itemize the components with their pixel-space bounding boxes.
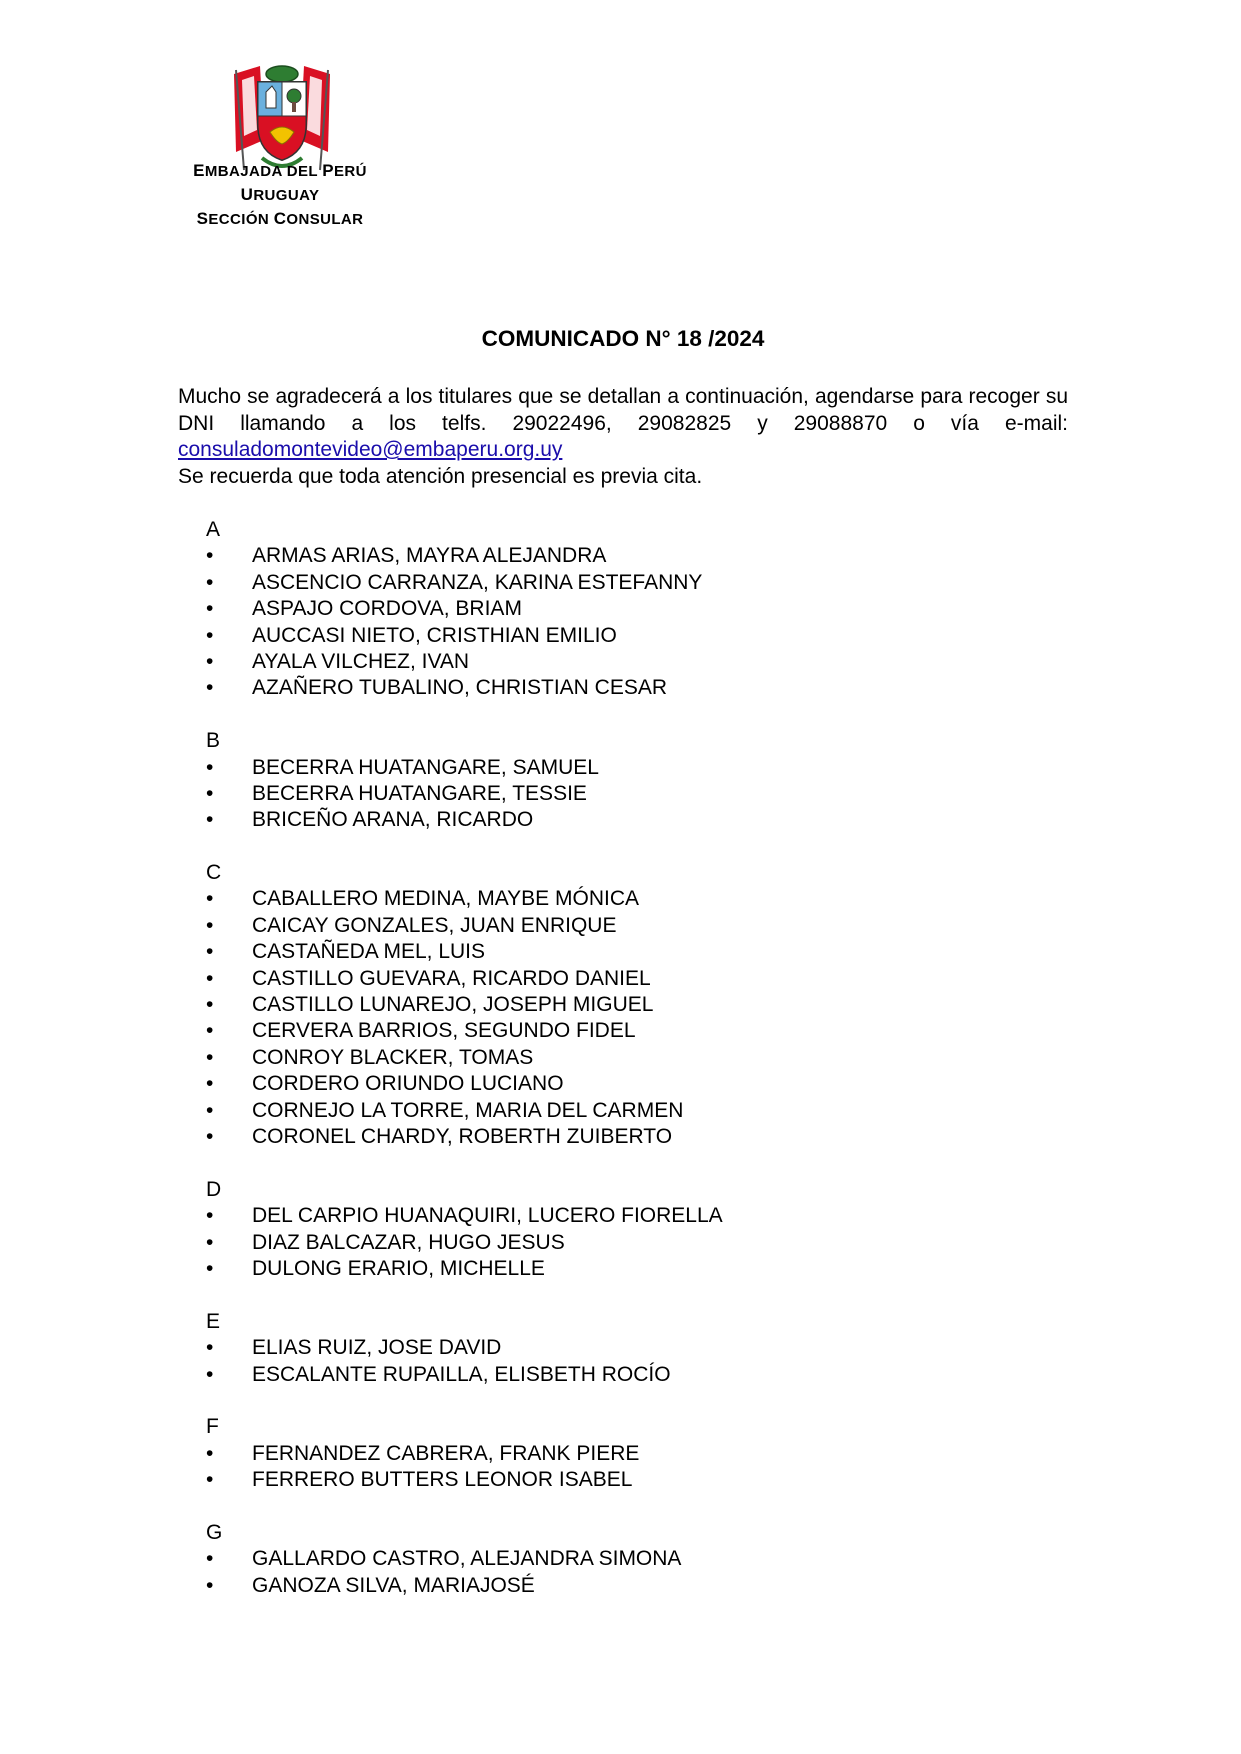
bullet-icon: • <box>206 1547 214 1571</box>
letter-group <box>206 1177 723 1283</box>
person-name: CONROY BLACKER, TOMAS <box>252 1045 534 1069</box>
bullet-icon: • <box>206 1072 214 1096</box>
person-name: CASTILLO GUEVARA, RICARDO DANIEL <box>252 966 651 990</box>
list-item <box>206 675 723 701</box>
person-name: CABALLERO MEDINA, MAYBE MÓNICA <box>252 887 640 911</box>
group-letter: G <box>206 1520 223 1544</box>
list-item <box>206 1018 723 1044</box>
header-section <box>150 207 410 232</box>
list-item <box>206 1230 723 1256</box>
names-list <box>206 517 723 1625</box>
header-country <box>150 183 410 208</box>
person-name: DULONG ERARIO, MICHELLE <box>252 1256 545 1280</box>
list-item <box>206 1362 723 1388</box>
bullet-icon: • <box>206 1336 214 1360</box>
header-initial: C <box>273 209 287 228</box>
group-letter: C <box>206 861 222 885</box>
list-item <box>206 1256 723 1282</box>
bullet-icon: • <box>206 755 214 779</box>
list-item <box>206 1546 723 1572</box>
bullet-icon: • <box>206 966 214 990</box>
list-item <box>206 939 723 965</box>
list-item <box>206 781 723 807</box>
header-text: ERÚ <box>333 163 367 180</box>
bullet-icon: • <box>206 1045 214 1069</box>
group-letter: E <box>206 1309 221 1333</box>
list-item <box>206 1098 723 1124</box>
person-name: ARMAS ARIAS, MAYRA ALEJANDRA <box>252 544 607 568</box>
bullet-icon: • <box>206 1230 214 1254</box>
letter-group <box>206 1309 723 1388</box>
letter-group <box>206 728 723 834</box>
group-letter: F <box>206 1415 219 1439</box>
bullet-icon: • <box>206 808 214 832</box>
person-name: ASCENCIO CARRANZA, KARINA ESTEFANNY <box>252 570 703 594</box>
reminder-text: Se recuerda que toda atención presencial es previa cita. <box>178 464 703 488</box>
bullet-icon: • <box>206 781 214 805</box>
person-name: CASTAÑEDA MEL, LUIS <box>252 940 486 964</box>
bullet-icon: • <box>206 1468 214 1492</box>
person-name: CORDERO ORIUNDO LUCIANO <box>252 1072 564 1096</box>
person-name: AUCCASI NIETO, CRISTHIAN EMILIO <box>252 623 617 647</box>
bullet-icon: • <box>206 676 214 700</box>
header-text: MBAJADA DEL <box>204 163 323 180</box>
email-link[interactable]: consuladomontevideo@embaperu.org.uy <box>178 438 563 461</box>
person-name: CERVERA BARRIOS, SEGUNDO FIDEL <box>252 1019 636 1043</box>
person-name: BECERRA HUATANGARE, SAMUEL <box>252 755 599 779</box>
person-name: GALLARDO CASTRO, ALEJANDRA SIMONA <box>252 1547 682 1571</box>
person-name: ASPAJO CORDOVA, BRIAM <box>252 597 522 621</box>
list-item <box>206 755 723 781</box>
person-name: CASTILLO LUNAREJO, JOSEPH MIGUEL <box>252 993 654 1017</box>
bullet-icon: • <box>206 623 214 647</box>
bullet-icon: • <box>206 649 214 673</box>
letter-group <box>206 517 723 702</box>
person-name: FERNANDEZ CABRERA, FRANK PIERE <box>252 1441 640 1465</box>
person-name: AZAÑERO TUBALINO, CHRISTIAN CESAR <box>252 676 668 700</box>
header-text: ECCIÓN <box>208 211 274 228</box>
list-item <box>206 1045 723 1071</box>
header-initial: E <box>193 161 205 180</box>
list-item <box>206 1071 723 1097</box>
header-text: ONSULAR <box>286 211 364 228</box>
person-name: BECERRA HUATANGARE, TESSIE <box>252 781 587 805</box>
intro-paragraph: Mucho se agradecerá a los titulares que se detallan a continuación, agendarse para recoger su DNI llamando a los telfs. 29022496, 29082825 y 29088870 o vía e-mail: <box>178 385 1068 435</box>
list-item <box>206 966 723 992</box>
list-item <box>206 1335 723 1361</box>
letter-group <box>206 1520 723 1599</box>
list-item <box>206 596 723 622</box>
group-letter: D <box>206 1177 222 1201</box>
header-initial: P <box>322 161 334 180</box>
letter-group <box>206 860 723 1150</box>
group-letter: B <box>206 729 221 753</box>
group-letter: A <box>206 518 221 541</box>
header-embassy <box>150 159 410 184</box>
person-name: ESCALANTE RUPAILLA, ELISBETH ROCÍO <box>252 1362 671 1386</box>
bullet-icon: • <box>206 1019 214 1043</box>
person-name: ELIAS RUIZ, JOSE DAVID <box>252 1336 502 1360</box>
person-name: CORONEL CHARDY, ROBERTH ZUIBERTO <box>252 1124 673 1148</box>
bullet-icon: • <box>206 544 214 568</box>
list-item <box>206 1573 723 1599</box>
bullet-icon: • <box>206 1362 214 1386</box>
list-item <box>206 913 723 939</box>
person-name: GANOZA SILVA, MARIAJOSÉ <box>252 1573 535 1597</box>
person-name: CORNEJO LA TORRE, MARIA DEL CARMEN <box>252 1098 684 1122</box>
list-item <box>206 886 723 912</box>
list-item <box>206 1203 723 1229</box>
list-item <box>206 623 723 649</box>
bullet-icon: • <box>206 940 214 964</box>
list-item <box>206 807 723 833</box>
person-name: CAICAY GONZALES, JUAN ENRIQUE <box>252 913 617 937</box>
list-item <box>206 543 723 569</box>
bullet-icon: • <box>206 597 214 621</box>
person-name: BRICEÑO ARANA, RICARDO <box>252 808 534 832</box>
person-name: AYALA VILCHEZ, IVAN <box>252 649 470 673</box>
bullet-icon: • <box>206 1204 214 1228</box>
bullet-icon: • <box>206 570 214 594</box>
person-name: DIAZ BALCAZAR, HUGO JESUS <box>252 1230 565 1254</box>
header-text: RUGUAY <box>253 187 320 204</box>
bullet-icon: • <box>206 993 214 1017</box>
letter-group <box>206 1414 723 1493</box>
header-initial: S <box>196 209 209 228</box>
bullet-icon: • <box>206 887 214 911</box>
intro-text <box>178 384 1068 490</box>
person-name: FERRERO BUTTERS LEONOR ISABEL <box>252 1468 633 1492</box>
list-item <box>206 1467 723 1493</box>
person-name: DEL CARPIO HUANAQUIRI, LUCERO FIORELLA <box>252 1204 723 1228</box>
list-item <box>206 1441 723 1467</box>
bullet-icon: • <box>206 1441 214 1465</box>
list-item <box>206 992 723 1018</box>
bullet-icon: • <box>206 1256 214 1280</box>
header-initial: U <box>240 185 254 204</box>
bullet-icon: • <box>206 1573 214 1597</box>
list-item <box>206 649 723 675</box>
bullet-icon: • <box>206 1124 214 1148</box>
bullet-icon: • <box>206 913 214 937</box>
page-title: COMUNICADO N° 18 /2024 <box>481 326 765 351</box>
bullet-icon: • <box>206 1098 214 1122</box>
list-item <box>206 570 723 596</box>
list-item <box>206 1124 723 1150</box>
